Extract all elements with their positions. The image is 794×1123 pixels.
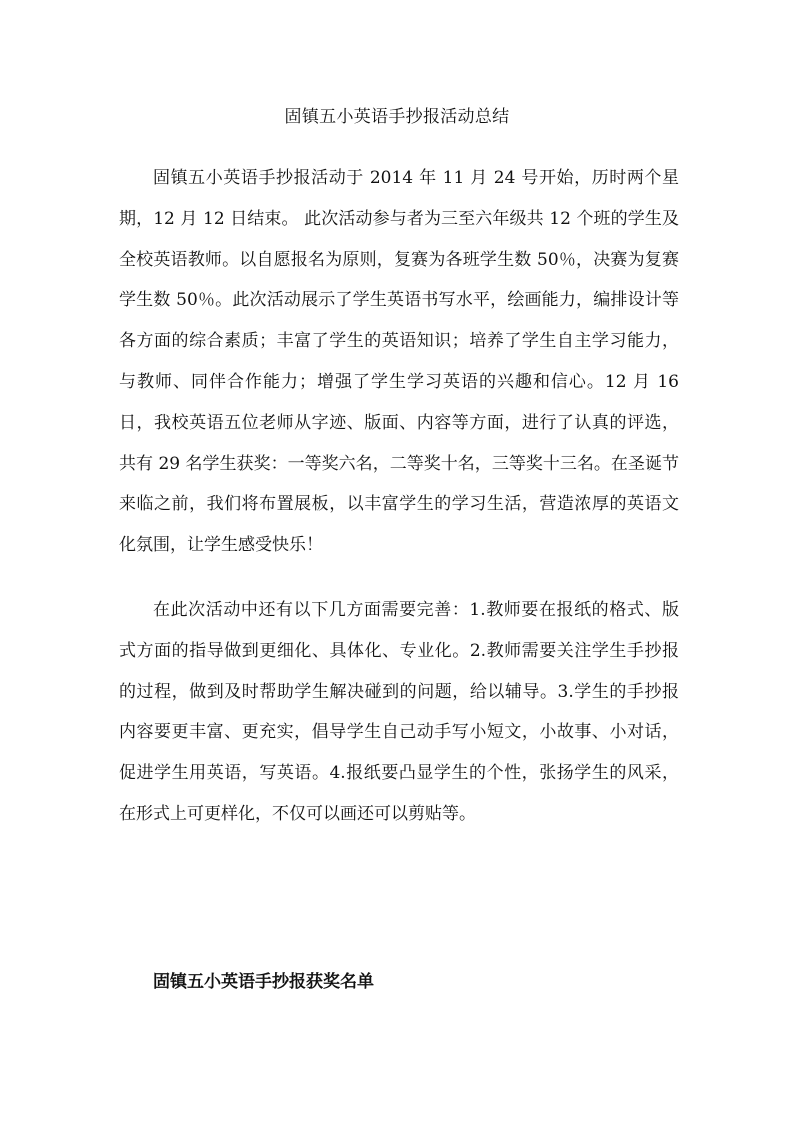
- summary-paragraph: 固镇五小英语手抄报活动于 2014 年 11 月 24 号开始，历时两个星期，12 月 12 日结束。 此次活动参与者为三至六年级共 12 个班的学生及全校英语教师。以自愿报名为原则，复赛为各班学生数 50％，决赛为复赛学生数 50％。此次活动展示了学生英语书写水平，绘画能力，编排设计等各方面的综合素质；丰富了学生的英语知识；培养了学生自主学习能力，与教师、同伴合作能力；增强了学生学习英语的兴趣和信心。12 月 16 日，我校英语五位老师从字迹、版面、内容等方面，进行了认真的评选，共有 29 名学生获奖：一等奖六名，二等奖十名，三等奖十三名。在圣诞节来临之前，我们将布置展板，以丰富学生的学习生活，营造浓厚的英语文化氛围，让学生感受快乐！: [119, 168, 679, 556]
- award-list-heading: 固镇五小英语手抄报获奖名单: [153, 972, 374, 992]
- document-title: 固镇五小英语手抄报活动总结: [284, 107, 510, 127]
- improvement-paragraph: 在此次活动中还有以下几方面需要完善：1.教师要在报纸的格式、版式方面的指导做到更细化、具体化、专业化。2.教师需要关注学生手抄报的过程，做到及时帮助学生解决碰到的问题，给以辅导。3.学生的手抄报内容要更丰富、更充实，倡导学生自己动手写小短文，小故事、小对话，促进学生用英语，写英语。4.报纸要凸显学生的个性，张扬学生的风采，在形式上可更样化，不仅可以画还可以剪贴等。: [119, 600, 679, 824]
